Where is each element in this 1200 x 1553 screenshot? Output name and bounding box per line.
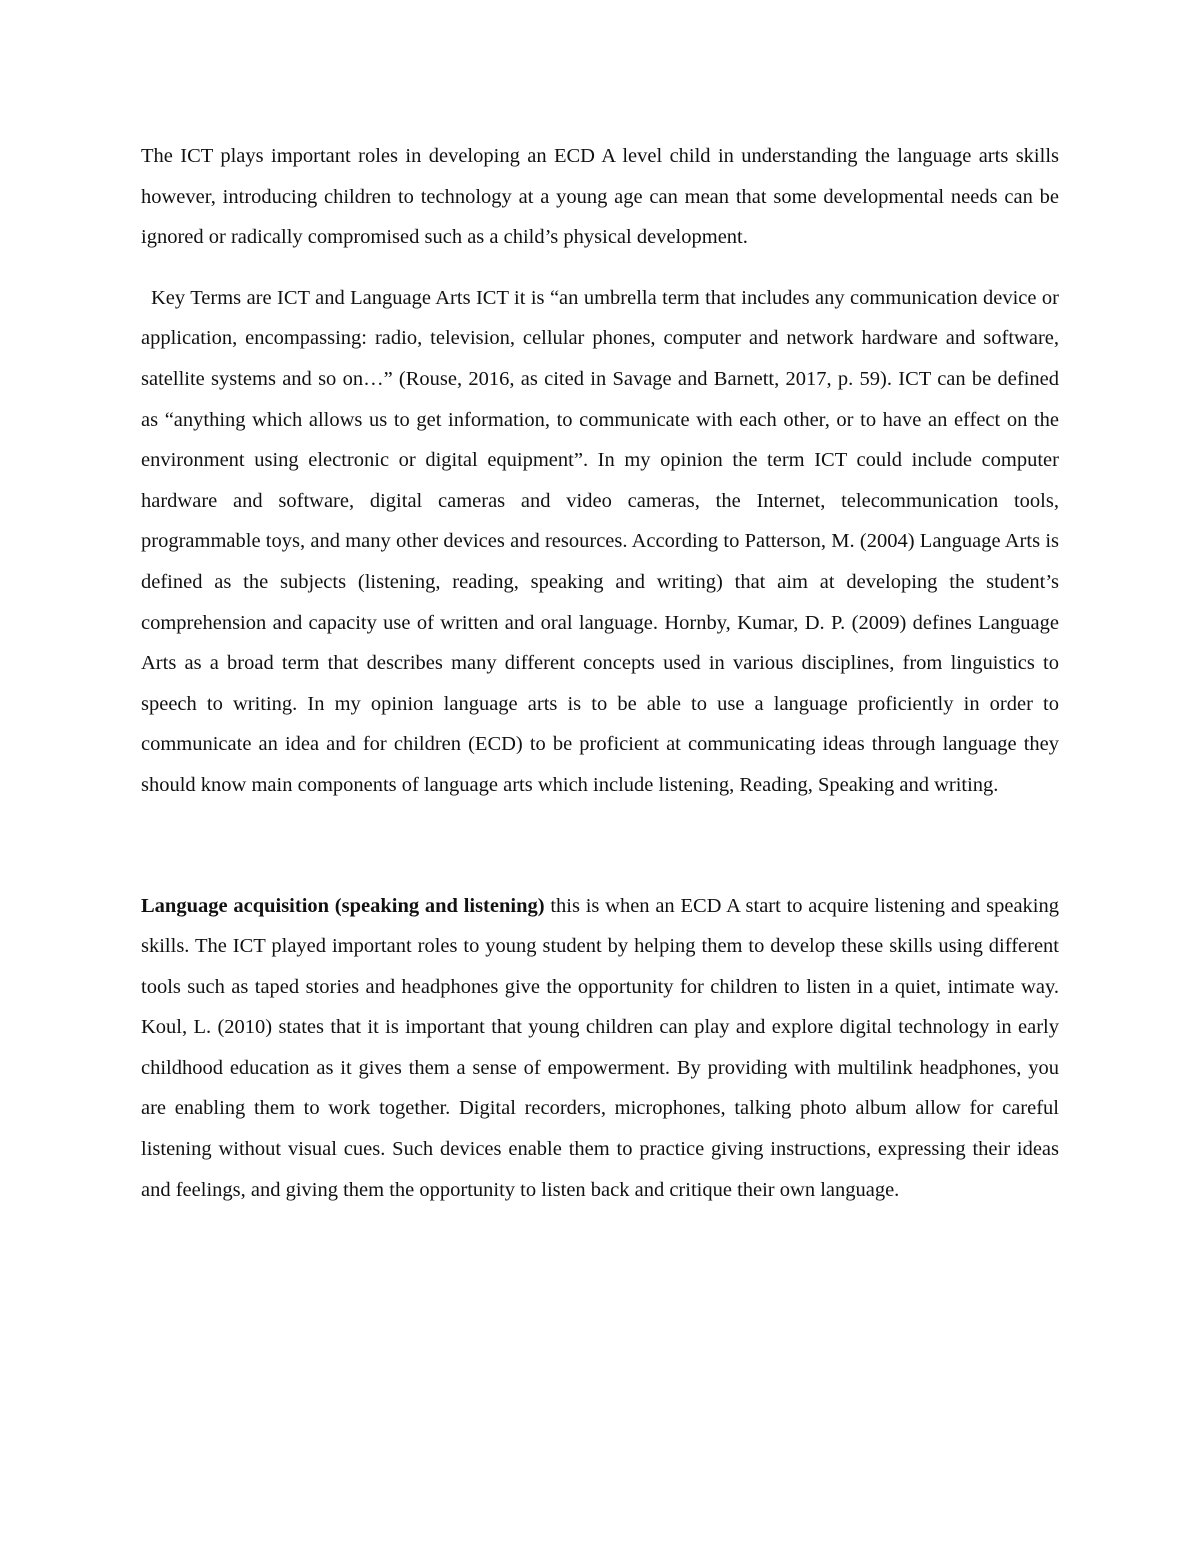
- paragraph-intro: The ICT plays important roles in developing an ECD A level child in understanding the language arts skills however, introducing children to technology at a young age can mean that some developmental needs can be ignored or radically compromised such as a child’s physical development.: [141, 145, 1059, 249]
- paragraph-language-acquisition-text: this is when an ECD A start to acquire listening and speaking skills. The ICT played important roles to young student by helping them to develop these skills using different tools such as taped stories and headphones give the opportunity for children to listen in a quiet, intimate way. Koul, L. (2010) states that it is important that young children can play and explore digital technology in early childhood education as it gives them a sense of empowerment. By providing with multilink headphones, you are enabling them to work together. Digital recorders, microphones, talking photo album allow for careful listening without visual cues. Such devices enable them to practice giving instructions, expressing their ideas and feelings, and giving them the opportunity to listen back and critique their own language.: [141, 894, 1059, 1201]
- paragraph-language-acquisition: [141, 886, 1059, 1211]
- paragraph-key-terms: [141, 278, 1059, 806]
- section-heading: Language acquisition (speaking and listening): [141, 894, 545, 917]
- document-body: [141, 136, 1059, 1210]
- paragraph-key-terms-text: Key Terms are ICT and Language Arts ICT it is “an umbrella term that includes any communication device or application, encompassing: radio, television, cellular phones, computer and network hardware and software, satellite systems and so on…” (Rouse, 2016, as cited in Savage and Barnett, 2017, p. 59). ICT can be defined as “anything which allows us to get information, to communicate with each other, or to have an effect on the environment using electronic or digital equipment”. In my opinion the term ICT could include computer hardware and software, digital cameras and video cameras, the Internet, telecommunication tools, programmable toys, and many other devices and resources. According to Patterson, M. (2004) Language Arts is defined as the subjects (listening, reading, speaking and writing) that aim at developing the student’s comprehension and capacity use of written and oral language. Hornby, Kumar, D. P. (2009) defines Language Arts as a broad term that describes many different concepts used in various disciplines, from linguistics to speech to writing. In my opinion language arts is to be able to use a language proficiently in order to communicate an idea and for children (ECD) to be proficient at communicating ideas through language they should know main components of language arts which include listening, Reading, Speaking and writing.: [141, 286, 1059, 796]
